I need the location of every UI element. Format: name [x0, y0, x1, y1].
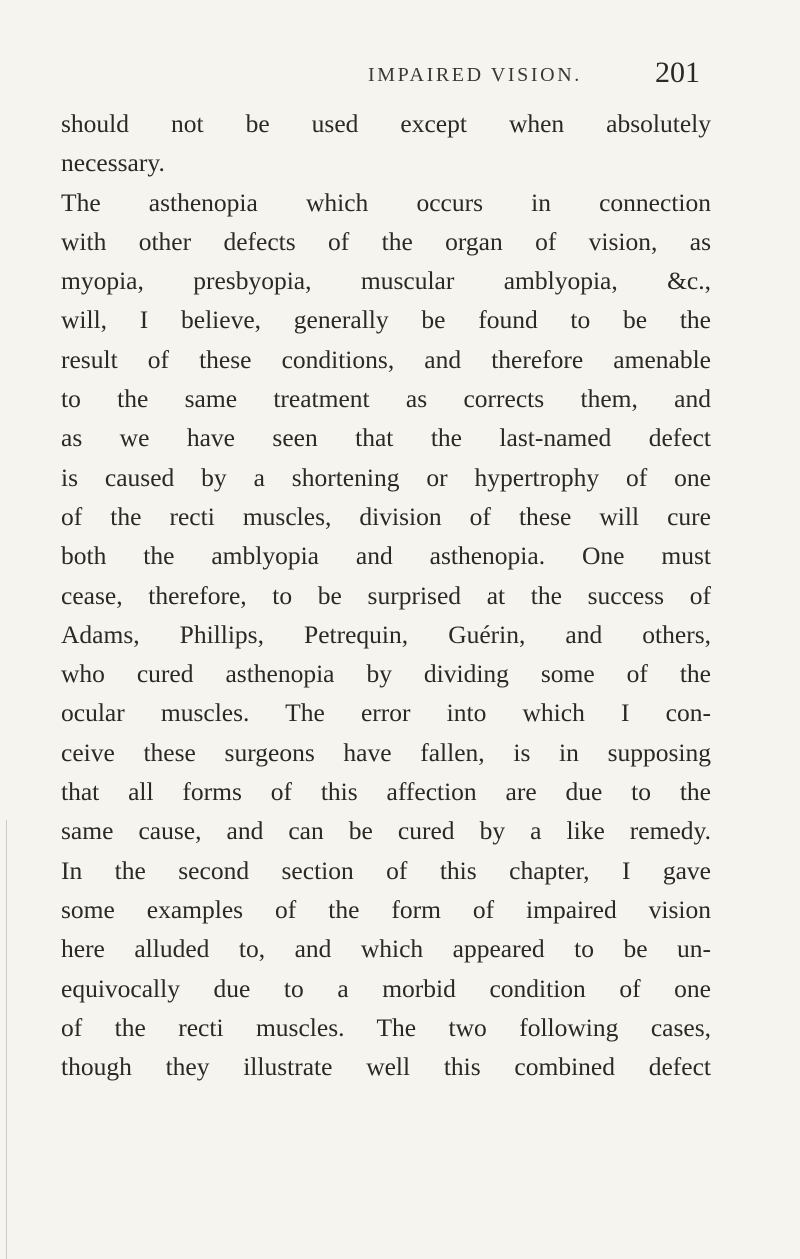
text-line: here alluded to, and which appeared to be un- — [61, 934, 711, 964]
text-line: ocular muscles. The error into which I con- — [61, 698, 711, 728]
text-line: with other defects of the organ of vision, as — [61, 226, 711, 256]
text-line: myopia, presbyopia, muscular amblyopia, &c., — [61, 266, 711, 296]
text-line: though they illustrate well this combined defect — [61, 1052, 711, 1082]
text-line: of the recti muscles, division of these will cure — [61, 501, 711, 531]
text-line: as we have seen that the last-named defect — [61, 423, 711, 453]
text-line: necessary. — [61, 148, 165, 178]
text-line: The asthenopia which occurs in connection — [61, 187, 711, 217]
text-line: of the recti muscles. The two following cases, — [61, 1012, 711, 1042]
text-line: same cause, and can be cured by a like remedy. — [61, 816, 711, 846]
text-line: equivocally due to a morbid condition of one — [61, 973, 711, 1003]
text-line: cease, therefore, to be surprised at the success of — [61, 580, 711, 610]
page-number: 201 — [655, 56, 700, 89]
running-head — [0, 58, 800, 98]
text-line: ceive these surgeons have fallen, is in supposing — [61, 737, 711, 767]
page-edge-shadow — [6, 820, 7, 1259]
body-text — [61, 104, 711, 1086]
text-line: some examples of the form of impaired vision — [61, 894, 711, 924]
text-line: to the same treatment as corrects them, and — [61, 384, 711, 414]
text-line: should not be used except when absolutely — [61, 109, 711, 138]
text-line: both the amblyopia and asthenopia. One must — [61, 541, 711, 571]
text-line: result of these conditions, and therefore amenable — [61, 344, 711, 374]
text-line: is caused by a shortening or hypertrophy of one — [61, 462, 711, 492]
text-line: Adams, Phillips, Petrequin, Guérin, and others, — [61, 619, 711, 649]
text-line: will, I believe, generally be found to be the — [61, 305, 711, 335]
text-line: that all forms of this affection are due to the — [61, 777, 711, 807]
running-head-title: IMPAIRED VISION. — [368, 64, 582, 86]
text-line: In the second section of this chapter, I gave — [61, 855, 711, 885]
text-line: who cured asthenopia by dividing some of the — [61, 659, 711, 689]
